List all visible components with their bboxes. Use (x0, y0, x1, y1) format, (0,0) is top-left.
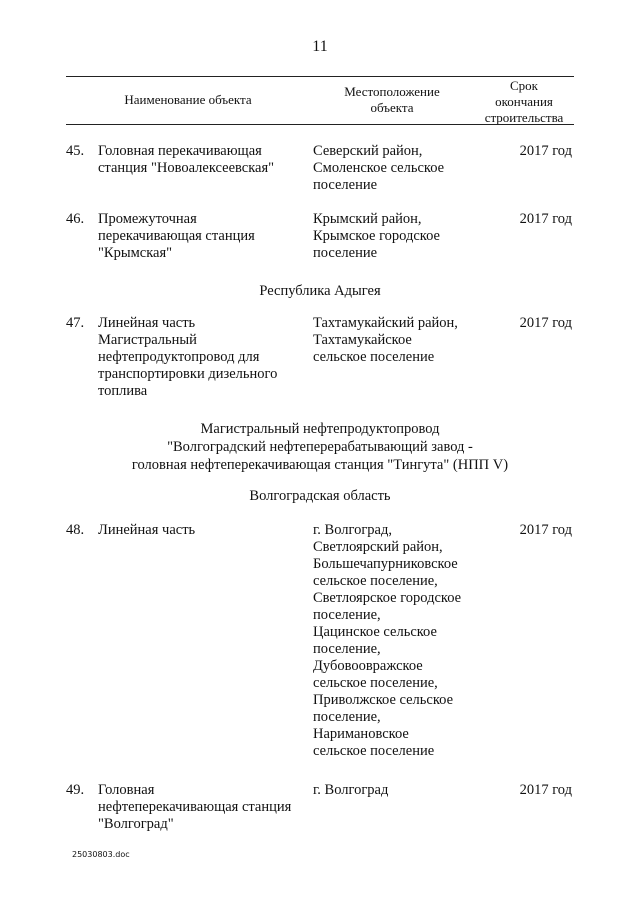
table-header-divider (66, 124, 574, 125)
object-location: Северский район, Смоленское сельское поселение (313, 143, 445, 193)
row-number: 45. (66, 143, 85, 159)
row-number: 47. (66, 315, 85, 331)
page-number: 11 (312, 38, 328, 55)
row-number: 48. (66, 522, 85, 538)
object-name: Головная перекачивающая станция "Новоалексеевская" (98, 143, 275, 176)
header-object-name: Наименование объекта (124, 92, 252, 107)
section-heading-adygea: Республика Адыгея (259, 283, 381, 299)
object-location: г. Волгоград, Светлоярский район, Большечапурниковское сельское поселение, Светлоярское городское поселение, Цацинское сельское поселение, Дубовоовражское сельское поселение, Приволжское сельское поселение, Наримановское сельское поселение (313, 522, 462, 759)
completion-term: 2017 год (519, 315, 572, 331)
header-completion-term: Срок окончания строительства (484, 78, 564, 125)
section-heading-pipeline: Магистральный нефтепродуктопровод "Волгоградский нефтеперерабатывающий завод - головная нефтеперекачивающая станция "Тингута" (НПП V) (131, 421, 509, 473)
object-location: Тахтамукайский район, Тахтамукайское сельское поселение (313, 315, 458, 365)
object-name: Промежуточная перекачивающая станция "Крымская" (98, 211, 255, 261)
object-name: Линейная часть Магистральный нефтепродуктопровод для транспортировки дизельного топлива (98, 315, 278, 399)
file-name-footer: 25030803.doc (72, 850, 130, 859)
object-name: Линейная часть (98, 522, 196, 538)
section-heading-volgograd: Волгоградская область (249, 488, 391, 504)
header-location: Местоположение объекта (344, 84, 440, 115)
row-number: 46. (66, 211, 85, 227)
completion-term: 2017 год (519, 143, 572, 159)
completion-term: 2017 год (519, 211, 572, 227)
row-number: 49. (66, 782, 85, 798)
table-top-border (66, 76, 574, 77)
completion-term: 2017 год (519, 522, 572, 538)
object-name: Головная нефтеперекачивающая станция "Волгоград" (98, 782, 292, 832)
object-location: Крымский район, Крымское городское поселение (313, 211, 440, 261)
completion-term: 2017 год (519, 782, 572, 798)
object-location: г. Волгоград (313, 782, 389, 798)
